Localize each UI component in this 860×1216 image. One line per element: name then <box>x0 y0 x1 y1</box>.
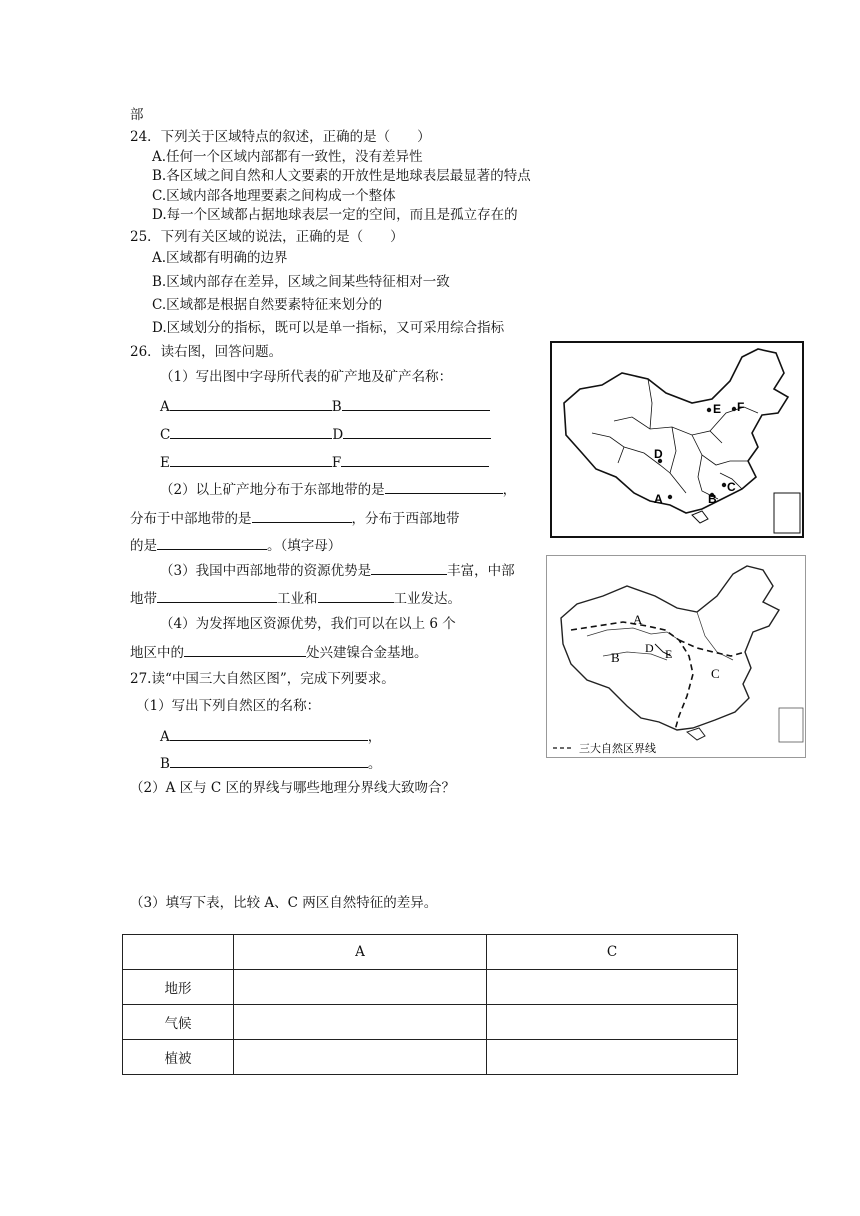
letter-b: B <box>331 399 342 415</box>
blank-f[interactable] <box>341 452 489 467</box>
q24-option-a: A.任何一个区域内部都有一致性，没有差异性 <box>152 149 423 165</box>
table-header-row <box>123 935 738 970</box>
q26-part2-line3 <box>130 535 341 555</box>
cell-c-terrain[interactable] <box>487 970 738 1005</box>
q26-part4-line1: （4）为发挥地区资源优势，我们可以在以上 6 个 <box>160 616 456 632</box>
q26-p2-mid-text: 分布于中部地带的是 <box>130 511 252 527</box>
q25-option-d: D.区域划分的指标，既可以是单一指标，又可采用综合指标 <box>152 320 505 336</box>
q26-p2-de-text: 的是 <box>130 538 157 554</box>
q27-label-b: B <box>160 756 170 772</box>
letter-a: A <box>160 399 170 415</box>
row-label-vegetation: 植被 <box>123 1040 234 1075</box>
q26-p2-text: （2）以上矿产地分布于东部地带的是 <box>160 482 385 498</box>
table-row <box>123 1040 738 1075</box>
blank-e[interactable] <box>170 452 332 467</box>
q25-option-b: B.区域内部存在差异，区域之间某些特征相对一致 <box>152 274 450 290</box>
blank-east[interactable] <box>385 479 503 494</box>
q25-option-c: C.区域都是根据自然要素特征来划分的 <box>152 297 383 313</box>
q26-p4-text: 地区中的 <box>130 645 184 661</box>
map1-label-b: B <box>708 492 717 506</box>
comparison-table <box>122 934 738 1075</box>
q26-stem: 26．读右图，回答问题。 <box>130 344 283 360</box>
q25-option-a: A.区域都有明确的边界 <box>152 250 288 266</box>
q24-option-b: B.各区域之间自然和人文要素的开放性是地球表层最显著的特点 <box>152 168 531 184</box>
q26-part2-line1 <box>160 479 516 499</box>
q24-stem: 24．下列关于区域特点的叙述，正确的是（ ） <box>130 129 431 145</box>
q27-part1: （1）写出下列自然区的名称： <box>136 698 321 714</box>
q26-part1: （1）写出图中字母所代表的矿产地及矿产名称： <box>160 369 453 385</box>
q26-p2-end-text: 。（填字母） <box>267 538 342 554</box>
blank-b[interactable] <box>342 396 490 411</box>
map1-label-d: D <box>654 447 663 461</box>
q27-line-a <box>160 726 381 746</box>
map1-label-e: E <box>713 402 722 416</box>
q27-part3: （3）填写下表，比较 A、C 两区自然特征的差异。 <box>130 895 438 911</box>
blank-middle[interactable] <box>252 508 352 523</box>
q26-p2-west-text: ，分布于西部地带 <box>351 511 460 527</box>
q27-a-comma: ， <box>367 729 382 745</box>
q27-b-period: 。 <box>367 756 382 772</box>
q27-line-b <box>160 753 381 773</box>
blank-a[interactable] <box>170 396 332 411</box>
q26-p3-text2: 丰富，中部 <box>447 563 515 579</box>
q26-p3-text4: 工业和 <box>277 591 318 607</box>
q26-part3-line2 <box>130 588 461 608</box>
cell-c-vegetation[interactable] <box>487 1040 738 1075</box>
blank-resource[interactable] <box>371 560 447 575</box>
q25-stem: 25．下列有关区域的说法，正确的是（ ） <box>130 229 404 245</box>
blank-c[interactable] <box>170 424 332 439</box>
blank-region-b[interactable] <box>170 753 368 768</box>
q27-part2: （2）A 区与 C 区的界线与哪些地理分界线大致吻合？ <box>130 780 456 796</box>
q26-p3-text3: 地带 <box>130 591 157 607</box>
answer-line-a <box>160 396 490 416</box>
blank-industry-2[interactable] <box>318 588 394 603</box>
row-label-climate: 气候 <box>123 1005 234 1040</box>
map1-label-f: F <box>737 400 745 414</box>
natural-regions-map <box>546 555 806 758</box>
answer-line-c <box>160 424 491 444</box>
q26-part2-line2 <box>130 508 460 528</box>
page-fragment: 部 <box>130 107 144 123</box>
map2-label-a: A <box>633 612 643 627</box>
q26-p2-comma: ， <box>502 482 517 498</box>
map2-label-d: D <box>645 641 654 655</box>
blank-d[interactable] <box>343 424 491 439</box>
table-header-c: C <box>487 935 738 970</box>
map2-label-b: B <box>611 650 620 665</box>
map2-legend: 三大自然区界线 <box>579 742 656 755</box>
table-header-empty <box>123 935 234 970</box>
table-row <box>123 970 738 1005</box>
map1-label-c: C <box>727 480 736 494</box>
blank-industry-1[interactable] <box>157 588 277 603</box>
cell-a-terrain[interactable] <box>234 970 487 1005</box>
table-header-a: A <box>234 935 487 970</box>
blank-nickel[interactable] <box>184 642 306 657</box>
blank-region-a[interactable] <box>170 726 368 741</box>
q26-p4-text2: 处兴建镍合金基地。 <box>306 645 428 661</box>
map2-label-c: C <box>711 666 720 681</box>
answer-line-e <box>160 452 489 472</box>
table-row <box>123 1005 738 1040</box>
mineral-map <box>550 341 804 538</box>
q26-p3-text5: 工业发达。 <box>393 591 461 607</box>
blank-west[interactable] <box>157 535 267 550</box>
cell-a-vegetation[interactable] <box>234 1040 487 1075</box>
q24-option-c: C.区域内部各地理要素之间构成一个整体 <box>152 188 396 204</box>
q26-p3-text: （3）我国中西部地带的资源优势是 <box>160 563 372 579</box>
map1-label-a: A <box>654 492 663 506</box>
row-label-terrain: 地形 <box>123 970 234 1005</box>
china-outline-map <box>552 343 802 536</box>
q27-stem: 27.读“中国三大自然区图”，完成下列要求。 <box>130 671 395 687</box>
letter-f: F <box>331 455 342 471</box>
q27-label-a: A <box>160 729 170 745</box>
q26-part3-line1 <box>160 560 515 580</box>
q26-part4-line2 <box>130 642 428 662</box>
letter-e: E <box>160 455 170 471</box>
q24-option-d: D.每一个区域都占据地球表层一定的空间，而且是孤立存在的 <box>152 207 518 223</box>
cell-a-climate[interactable] <box>234 1005 487 1040</box>
map2-label-e: E <box>665 647 673 661</box>
letter-d: D <box>332 427 344 443</box>
letter-c: C <box>160 427 171 443</box>
china-regions-map <box>547 556 805 757</box>
cell-c-climate[interactable] <box>487 1005 738 1040</box>
